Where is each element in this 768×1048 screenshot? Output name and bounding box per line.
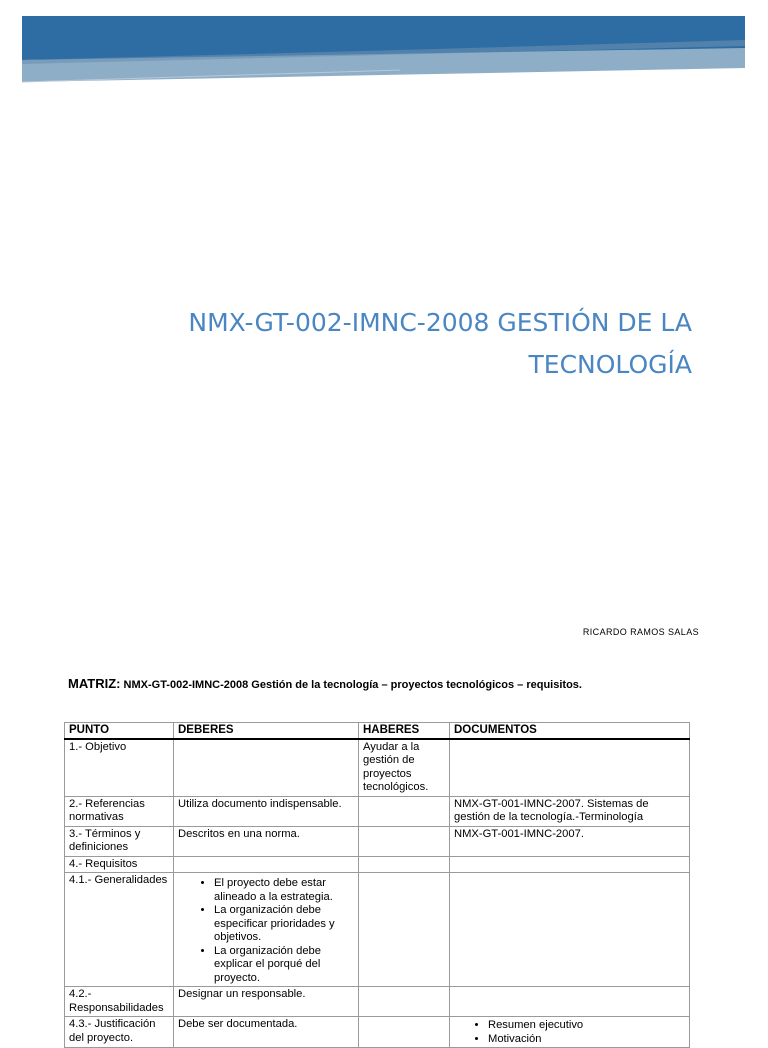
- cover-title-line-1: NMX-GT-002-IMNC-2008 GESTIÓN DE LA: [188, 308, 692, 337]
- cover-title-line-2: TECNOLOGÍA: [528, 350, 692, 379]
- cell-punto: [65, 987, 174, 1017]
- cell-deberes: [174, 856, 359, 873]
- haberes-text: Ayudar a la gestión de proyectos tecnológicos.: [363, 740, 429, 793]
- table-row: [65, 873, 690, 987]
- cell-deberes: [174, 873, 359, 987]
- punto-text: 3.- Términos y definiciones: [69, 827, 141, 853]
- table-row: [65, 826, 690, 856]
- cell-documentos: [450, 856, 690, 873]
- punto-text: 4.2.- Responsabilidades: [69, 988, 164, 1014]
- list-item: • La organización debe especificar prioridades y objetivos.: [214, 904, 354, 945]
- cell-punto: [65, 873, 174, 987]
- list-item: • La organización debe explicar el porqué del proyecto.: [214, 945, 354, 986]
- table-row: [65, 739, 690, 797]
- punto-text: 1.- Objetivo: [69, 740, 127, 753]
- table-body: [65, 739, 690, 1048]
- punto-text: 4.3.- Justificación del proyecto.: [69, 1018, 156, 1044]
- header-documentos: DOCUMENTOS: [450, 723, 690, 739]
- deberes-bullet-list: [178, 877, 354, 985]
- documentos-text: NMX-GT-001-IMNC-2007.: [454, 827, 584, 840]
- cell-haberes: [359, 987, 450, 1017]
- cell-deberes: [174, 987, 359, 1017]
- list-item: • El proyecto debe estar alineado a la estrategia.: [214, 877, 354, 904]
- list-item: • Motivación: [488, 1033, 685, 1047]
- punto-text: 4.- Requisitos: [69, 857, 138, 870]
- cell-documentos: [450, 739, 690, 797]
- cell-punto: [65, 796, 174, 826]
- cell-haberes: [359, 856, 450, 873]
- cell-deberes: [174, 826, 359, 856]
- table-row: [65, 856, 690, 873]
- deberes-text: Descritos en una norma.: [178, 827, 300, 840]
- cell-documentos: [450, 873, 690, 987]
- deberes-text: Debe ser documentada.: [178, 1018, 298, 1030]
- table-row: [65, 796, 690, 826]
- cell-punto: [65, 826, 174, 856]
- requirements-matrix-table: [64, 722, 690, 1048]
- cell-punto: [65, 1017, 174, 1048]
- cover-title: [130, 302, 692, 386]
- documentos-bullet-list: [454, 1019, 685, 1046]
- cell-haberes: [359, 1017, 450, 1048]
- cell-haberes: [359, 826, 450, 856]
- cell-haberes: [359, 796, 450, 826]
- cell-haberes: [359, 739, 450, 797]
- table-header-row: [65, 723, 690, 739]
- header-punto: PUNTO: [65, 723, 174, 739]
- matrix-heading: [68, 676, 718, 691]
- table-row: [65, 987, 690, 1017]
- cell-deberes: [174, 739, 359, 797]
- header-banner: [0, 0, 768, 90]
- cell-deberes: [174, 796, 359, 826]
- header-deberes: DEBERES: [174, 723, 359, 739]
- cell-documentos: [450, 1017, 690, 1048]
- matrix-label: MATRIZ:: [68, 676, 121, 691]
- punto-text: 4.1.- Generalidades: [69, 874, 168, 886]
- documentos-text: NMX-GT-001-IMNC-2007. Sistemas de gestión de la tecnología.-Terminología: [454, 797, 649, 823]
- deberes-text: Utiliza documento indispensable.: [178, 797, 342, 810]
- table-row: [65, 1017, 690, 1048]
- cell-documentos: [450, 796, 690, 826]
- cell-punto: [65, 739, 174, 797]
- header-haberes: HABERES: [359, 723, 450, 739]
- cell-punto: [65, 856, 174, 873]
- cell-documentos: [450, 987, 690, 1017]
- cell-documentos: [450, 826, 690, 856]
- punto-text: 2.- Referencias normativas: [69, 797, 145, 823]
- list-item: • Resumen ejecutivo: [488, 1019, 685, 1033]
- matrix-subtitle: NMX-GT-002-IMNC-2008 Gestión de la tecnología – proyectos tecnológicos – requisitos.: [123, 679, 582, 691]
- deberes-text: Designar un responsable.: [178, 988, 306, 1000]
- cell-deberes: [174, 1017, 359, 1048]
- author-name: RICARDO RAMOS SALAS: [582, 627, 699, 637]
- cell-haberes: [359, 873, 450, 987]
